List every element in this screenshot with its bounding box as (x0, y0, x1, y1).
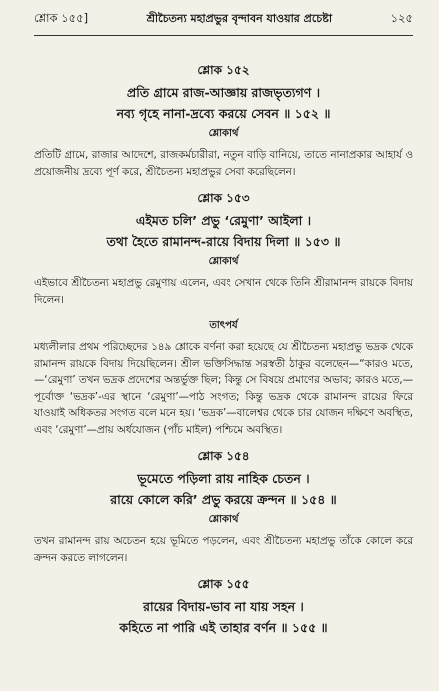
verse-number: শ্লোক ১৫২ (197, 63, 250, 77)
translation-label: শ্লোকার্থ (208, 256, 239, 267)
purport-text: মধ্যলীলার প্রথম পরিচ্ছেদের ১৪৯ শ্লোকে বর্ণনা করা হয়েছে যে শ্রীচৈতন্য মহাপ্রভু ভদ্রক থেকে রামানন্দ রায়কে বিদায় দিয়েছিলেন। শ্রীল ভক্তিসিদ্ধান্ত সরস্বতী ঠাকুর বলেছেন—“কারও মতে,—‘রেমুণা’ তখন ভদ্রক প্রদেশের অন্তর্ভুক্ত ছিল; কিন্তু সে বিষয়ে প্রমাণের অভাব; কারও মতে,—পূর্বোক্ত ‘ভদ্রক’-এর স্থানে ‘রেমুণা’—পাঠ সংগত; কিন্তু ভদ্রক থেকে রামানন্দ রায়ের ফিরে যাওয়াই অধিকতর সংগত বলে মনে হয়। ‘ভদ্রক’—বালেশ্বর থেকে চার যোজন দক্ষিণে অবস্থিত, এবং ‘রেমুণা’—প্রায় অর্ধযোজন (পাঁচ মাইল) পশ্চিমে অবস্থিত। (34, 341, 413, 436)
verse-line: তথা হৈতে রামানন্দ-রায়ে বিদায় দিলা ॥ ১৫৩ ॥ (106, 234, 341, 249)
verse-block-153 (34, 190, 413, 308)
running-header (34, 10, 413, 36)
header-left: শ্লোক ১৫৫] (34, 11, 89, 25)
translation-text: তখন রামানন্দ রায় অচেতন হয়ে ভূমিতে পড়লেন, এবং শ্রীচৈতন্য মহাপ্রভু তাঁকে কোলে করে ক্রন্দন করতে লাগলেন। (34, 535, 413, 564)
verse-line: রায়ে কোলে করি’ প্রভু করয়ে ক্রন্দন ॥ ১৫৪ ॥ (110, 492, 337, 507)
purport-label: তাৎপর্য (209, 320, 238, 331)
verse-number: শ্লোক ১৫৩ (197, 191, 250, 205)
verse-line: রায়ের বিদায়-ভাব না যায় সহন । (143, 599, 304, 614)
translation-text: প্রতিটি গ্রামে, রাজার আদেশে, রাজকর্মচারীরা, নতুন বাড়ি বানিয়ে, তাতে নানাপ্রকার আহার্য ও প্রয়োজনীয় দ্রব্যে পূর্ণ করে, শ্রীচৈতন্য মহাপ্রভুর সেবা করেছিলেন। (34, 149, 413, 178)
purport-block (34, 318, 413, 438)
verse-line: প্রতি গ্রামে রাজ-আজ্ঞায় রাজভৃত্যগণ । (126, 85, 321, 100)
verse-line: কহিতে না পারি এই তাহার বর্ণন ॥ ১৫৫ ॥ (119, 620, 328, 635)
verse-block-154 (34, 448, 413, 566)
header-title: শ্রীচৈতন্য মহাপ্রভুর বৃন্দাবন যাওয়ার প্রচেষ্টা (146, 12, 333, 25)
verse-line: নব্য গৃহে নানা-দ্রব্যে করয়ে সেবন ॥ ১৫২ ॥ (116, 106, 331, 121)
page-content (34, 62, 413, 648)
verse-number: শ্লোক ১৫৫ (197, 577, 250, 591)
translation-text: এইভাবে শ্রীচৈতন্য মহাপ্রভু রেমুণায় এলেন, এবং সেখান থেকে তিনি শ্রীরামানন্দ রায়কে বিদায় দিলেন। (34, 277, 413, 306)
page-number: ১২৫ (390, 11, 413, 25)
verse-line: ভূমেতে পড়িলা রায় নাহিক চেতন । (137, 471, 310, 486)
translation-label: শ্লোকার্থ (208, 514, 239, 525)
verse-number: শ্লোক ১৫৪ (197, 449, 250, 463)
verse-block-152 (34, 62, 413, 180)
translation-label: শ্লোকার্থ (208, 128, 239, 139)
verse-line: এইমত চলি’ প্রভু ‘রেমুণা’ আইলা । (135, 213, 312, 228)
verse-block-155 (34, 576, 413, 638)
